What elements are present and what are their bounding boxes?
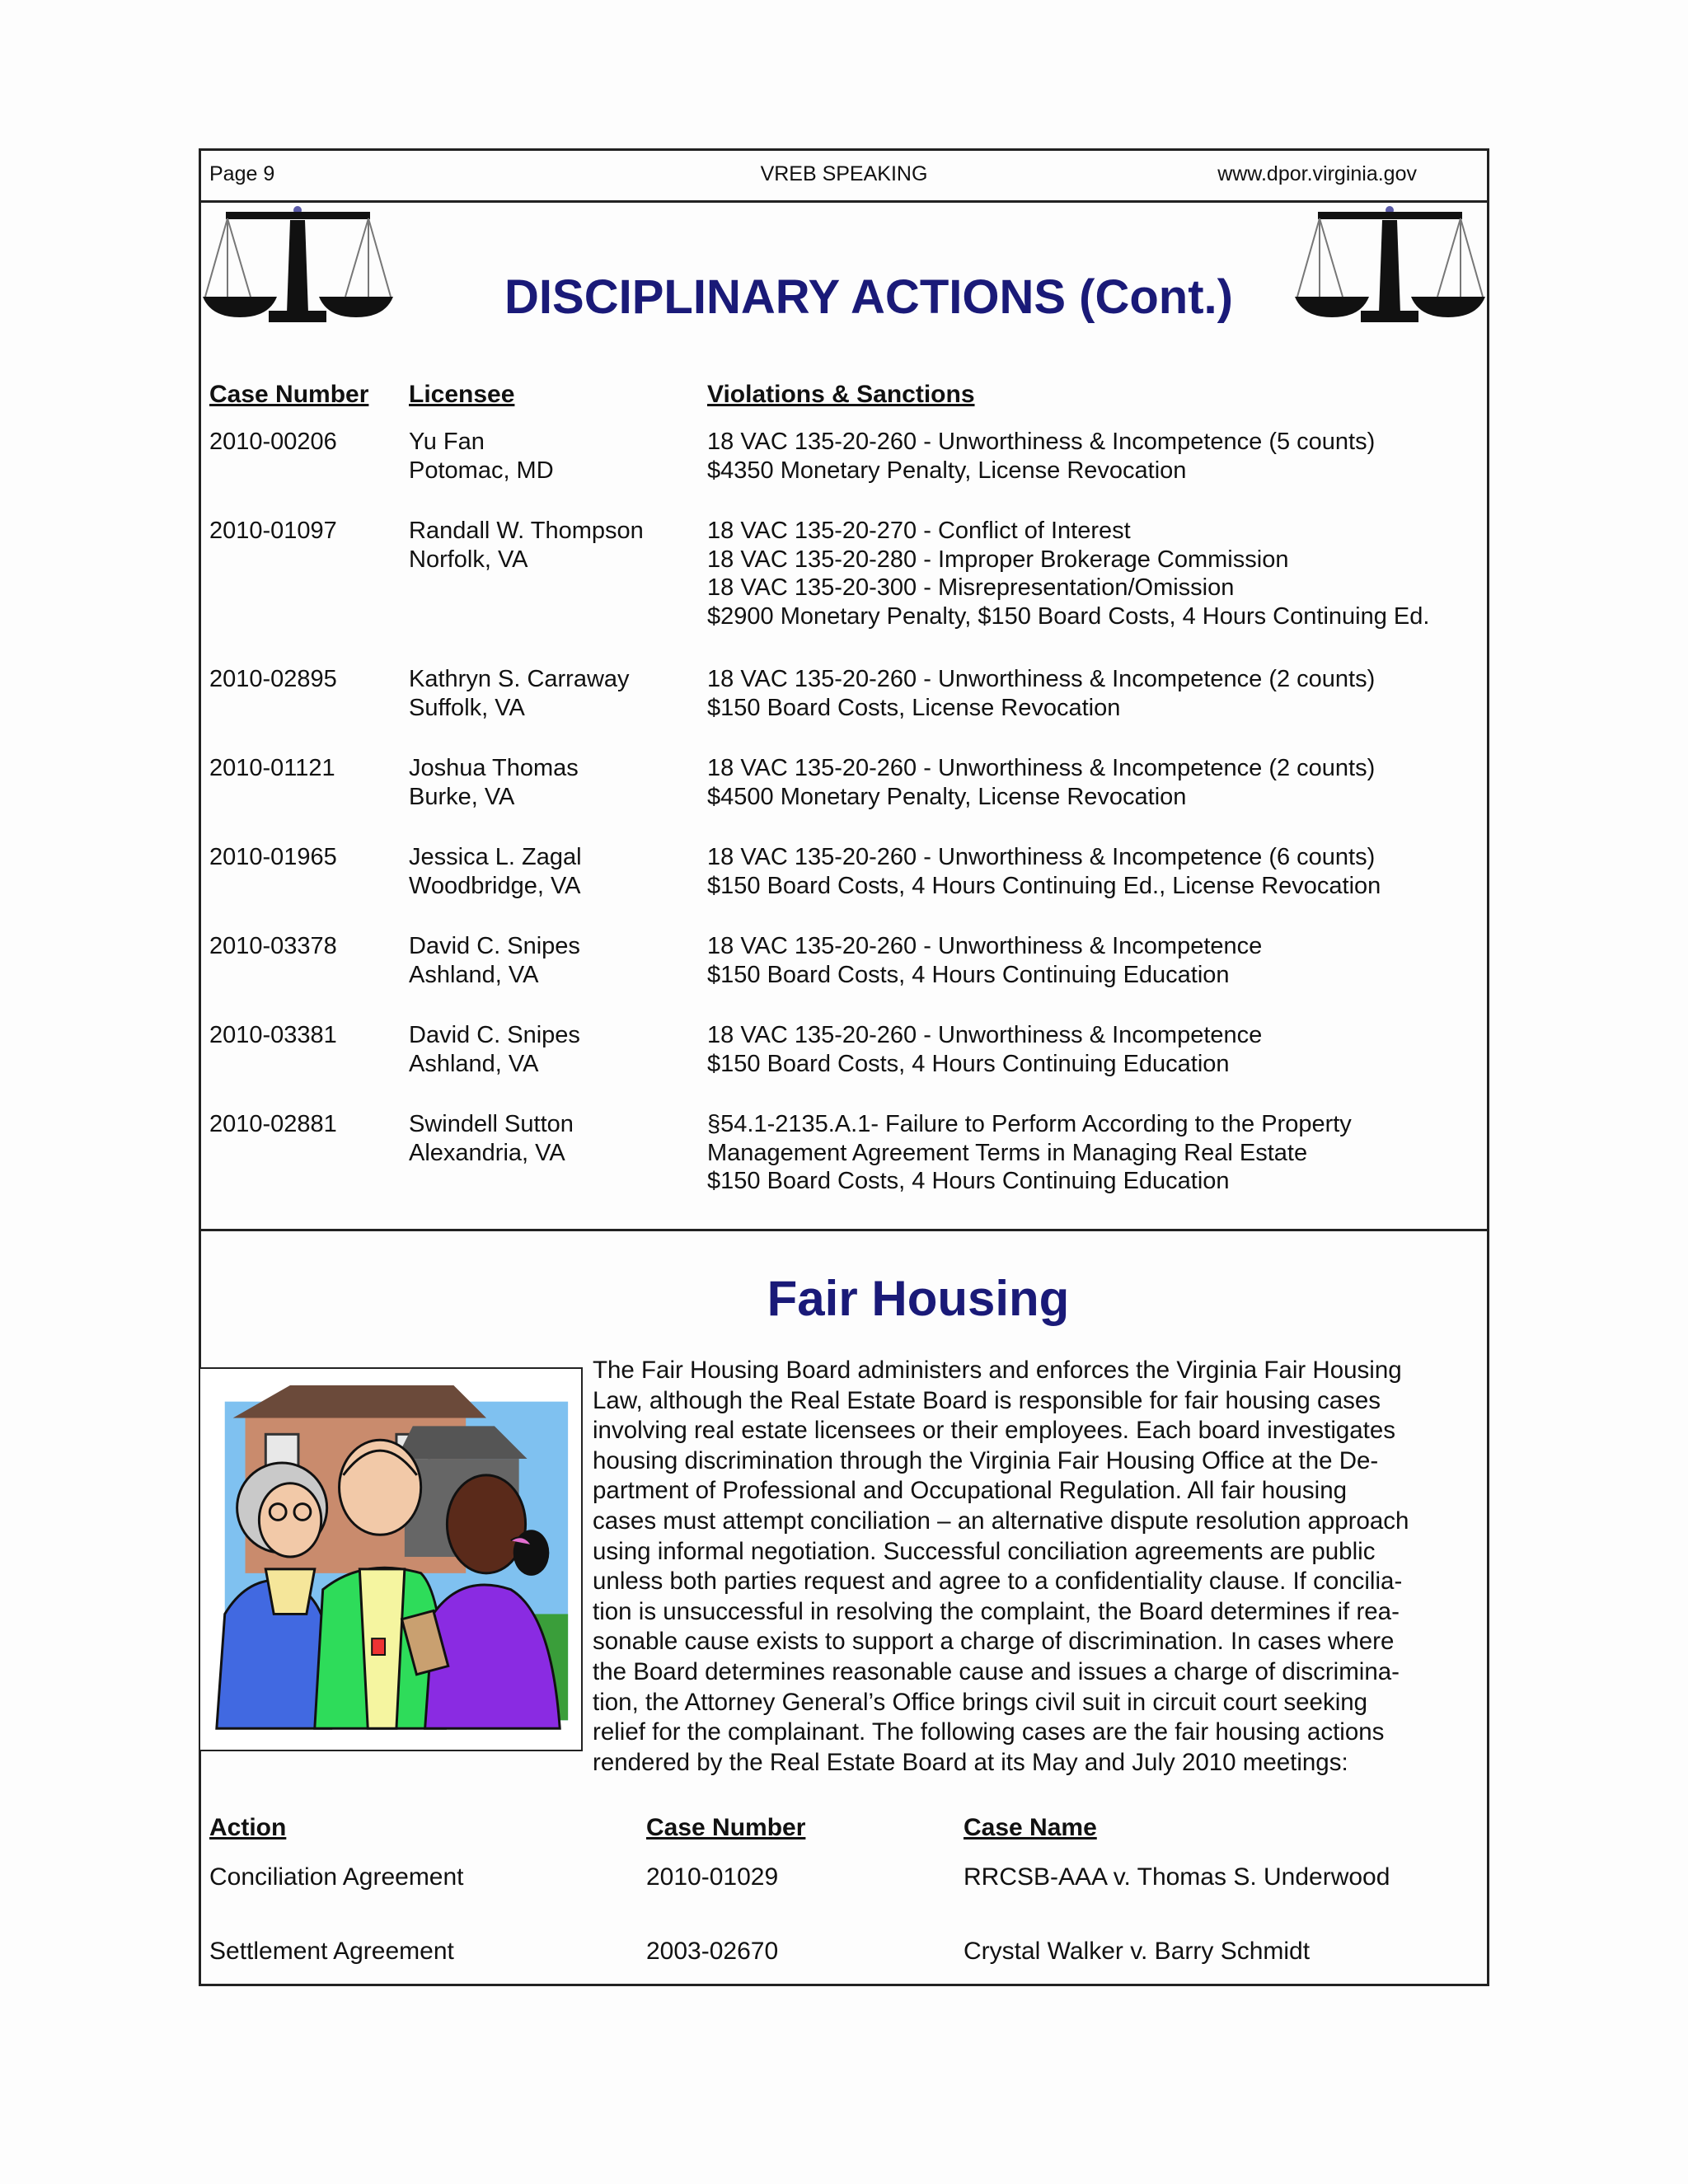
violation-line: $4350 Monetary Penalty, License Revocation: [707, 457, 1187, 484]
licensee-location: Suffolk, VA: [409, 694, 525, 721]
action-case-name: Crystal Walker v. Barry Schmidt: [964, 1938, 1311, 1965]
licensee: [409, 932, 580, 989]
case-number: 2010-01097: [209, 518, 337, 544]
licensee-location: Norfolk, VA: [409, 546, 528, 573]
licensee-name: Joshua Thomas: [409, 755, 579, 781]
violations-sanctions: [707, 1021, 1262, 1078]
violations-sanctions: [707, 754, 1375, 811]
violation-line: $150 Board Costs, 4 Hours Continuing Ed., License Revocation: [707, 872, 1381, 899]
section-divider: [201, 1229, 1487, 1231]
paragraph-line: Law, although the Real Estate Board is responsible for fair housing cases: [593, 1386, 1381, 1414]
violation-line: $2900 Monetary Penalty, $150 Board Costs, 4 Hours Continuing Ed.: [707, 602, 1430, 630]
violation-line: 18 VAC 135-20-260 - Unworthiness & Incompetence (5 counts): [707, 429, 1376, 455]
case-number: 2010-01965: [209, 844, 337, 870]
case-number: 2010-02881: [209, 1111, 337, 1137]
licensee-location: Ashland, VA: [409, 961, 539, 988]
paragraph-line: relief for the complainant. The following cases are the fair housing actions: [593, 1718, 1385, 1746]
violations-sanctions: [707, 932, 1262, 989]
paragraph-line: The Fair Housing Board administers and enforces the Virginia Fair Housing: [593, 1357, 1402, 1384]
case-number: 2010-03381: [209, 1022, 337, 1048]
licensee-location: Alexandria, VA: [409, 1139, 565, 1166]
licensee: [409, 843, 582, 900]
violations-sanctions: [707, 517, 1429, 630]
licensee: [409, 1110, 574, 1167]
action-case-number: 2010-01029: [646, 1863, 779, 1891]
action-case-name: RRCSB-AAA v. Thomas S. Underwood: [964, 1863, 1390, 1891]
column-header-action: Action: [209, 1814, 287, 1841]
licensee-location: Burke, VA: [409, 783, 515, 810]
violation-line: 18 VAC 135-20-270 - Conflict of Interest: [707, 518, 1131, 544]
paragraph-line: cases must attempt conciliation – an alternative dispute resolution approach: [593, 1507, 1409, 1535]
violation-line: 18 VAC 135-20-260 - Unworthiness & Incompetence (2 counts): [707, 666, 1376, 692]
licensee-name: Yu Fan: [409, 429, 485, 455]
paragraph-line: tion, the Attorney General’s Office brings civil suit in circuit court seeking: [593, 1688, 1368, 1716]
violation-line: 18 VAC 135-20-300 - Misrepresentation/Omission: [707, 574, 1235, 601]
column-header-fh-case-number: Case Number: [646, 1814, 806, 1841]
action-type: Conciliation Agreement: [209, 1863, 464, 1891]
paragraph-line: housing discrimination through the Virginia Fair Housing Office at the De-: [593, 1446, 1379, 1474]
paragraph-line: rendered by the Real Estate Board at its May and July 2010 meetings:: [593, 1748, 1348, 1776]
case-number: 2010-02895: [209, 666, 337, 692]
licensee-location: Woodbridge, VA: [409, 872, 581, 899]
column-header-licensee: Licensee: [409, 381, 515, 408]
action-type: Settlement Agreement: [209, 1938, 454, 1965]
action-case-number: 2003-02670: [646, 1938, 779, 1965]
violation-line: $150 Board Costs, License Revocation: [707, 694, 1121, 721]
violations-sanctions: [707, 665, 1375, 722]
paragraph-line: unless both parties request and agree to a confidentiality clause. If concilia-: [593, 1568, 1403, 1596]
violation-line: Management Agreement Terms in Managing Real Estate: [707, 1139, 1308, 1166]
violation-line: §54.1-2135.A.1- Failure to Perform According to the Property: [707, 1111, 1352, 1137]
licensee-name: Swindell Sutton: [409, 1111, 574, 1137]
paragraph-line: involving real estate licensees or their employees. Each board investigates: [593, 1417, 1396, 1445]
licensee-name: Jessica L. Zagal: [409, 844, 582, 870]
newsletter-title: VREB SPEAKING: [760, 162, 928, 185]
paragraph-line: partment of Professional and Occupational Regulation. All fair housing: [593, 1477, 1348, 1505]
column-header-case-name: Case Name: [964, 1814, 1097, 1841]
licensee: [409, 428, 554, 485]
licensee: [409, 517, 644, 574]
page-frame: [199, 148, 1489, 1986]
violation-line: 18 VAC 135-20-260 - Unworthiness & Incompetence (2 counts): [707, 755, 1376, 781]
column-header-case-number: Case Number: [209, 381, 369, 408]
violations-sanctions: [707, 428, 1375, 485]
licensee-location: Potomac, MD: [409, 457, 554, 484]
violation-line: $150 Board Costs, 4 Hours Continuing Education: [707, 1050, 1230, 1077]
case-number: 2010-03378: [209, 933, 337, 959]
licensee-name: Randall W. Thompson: [409, 518, 644, 544]
paragraph-line: using informal negotiation. Successful conciliation agreements are public: [593, 1537, 1376, 1565]
licensee-location: Ashland, VA: [409, 1050, 539, 1077]
licensee: [409, 1021, 580, 1078]
fair-housing-title: Fair Housing: [767, 1271, 1070, 1326]
violation-line: $150 Board Costs, 4 Hours Continuing Education: [707, 1168, 1230, 1194]
paragraph-line: the Board determines reasonable cause and issues a charge of discrimina-: [593, 1657, 1400, 1685]
violations-sanctions: [707, 1110, 1352, 1196]
page-header: [201, 151, 1487, 203]
licensee: [409, 754, 579, 811]
page-number: Page 9: [209, 162, 275, 185]
case-number: 2010-01121: [209, 755, 335, 781]
violation-line: 18 VAC 135-20-260 - Unworthiness & Incompetence (6 counts): [707, 844, 1376, 870]
violation-line: $4500 Monetary Penalty, License Revocation: [707, 783, 1187, 810]
fair-housing-paragraph: [593, 1356, 1479, 1778]
paragraph-line: sonable cause exists to support a charge of discrimination. In cases where: [593, 1628, 1395, 1656]
people-meeting-illustration: [199, 1367, 583, 1751]
violation-line: 18 VAC 135-20-260 - Unworthiness & Incompetence: [707, 933, 1263, 959]
disciplinary-actions-title: DISCIPLINARY ACTIONS (Cont.): [504, 270, 1233, 324]
violation-line: 18 VAC 135-20-260 - Unworthiness & Incompetence: [707, 1022, 1263, 1048]
website-link[interactable]: www.dpor.virginia.gov: [1217, 162, 1417, 185]
licensee: [409, 665, 630, 722]
case-number: 2010-00206: [209, 429, 337, 455]
licensee-name: David C. Snipes: [409, 933, 580, 959]
violation-line: $150 Board Costs, 4 Hours Continuing Education: [707, 961, 1230, 988]
paragraph-line: tion is unsuccessful in resolving the complaint, the Board determines if rea-: [593, 1597, 1400, 1625]
violation-line: 18 VAC 135-20-280 - Improper Brokerage Commission: [707, 546, 1289, 573]
column-header-violations: Violations & Sanctions: [707, 381, 975, 408]
licensee-name: David C. Snipes: [409, 1022, 580, 1048]
licensee-name: Kathryn S. Carraway: [409, 666, 630, 692]
violations-sanctions: [707, 843, 1381, 900]
